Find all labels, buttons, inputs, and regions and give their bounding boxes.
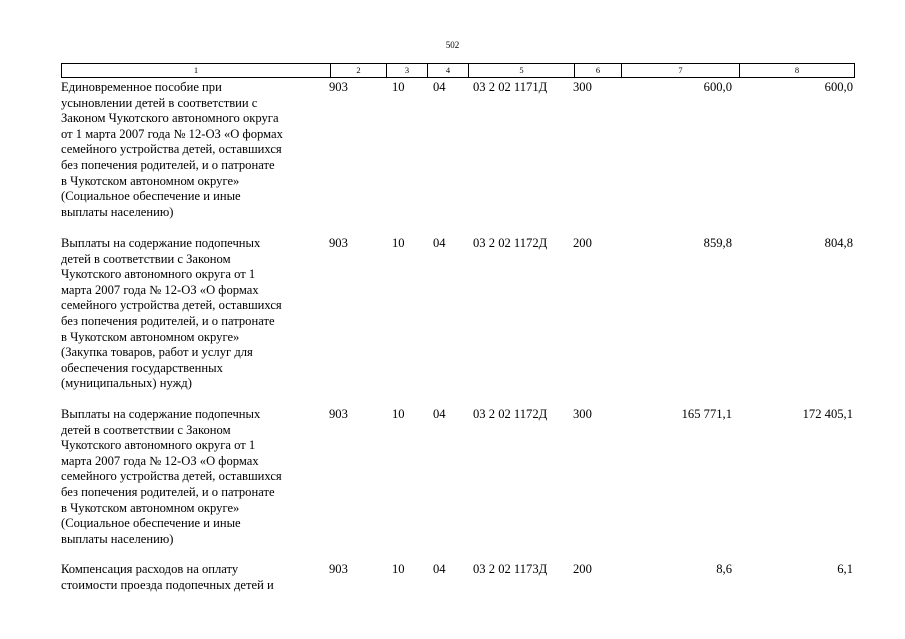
description-line: без попечения родителей, и о патронате (61, 157, 275, 172)
description-line: (Социальное обеспечение и иные (61, 189, 241, 204)
amount-year-1: 165 771,1 (681, 407, 732, 421)
description-line: (Социальное обеспечение и иные (61, 516, 241, 531)
description-line: без попечения родителей, и о патронате (61, 313, 275, 328)
header-col-5: 5 (469, 64, 575, 77)
header-col-2: 2 (331, 64, 387, 77)
table-header (61, 63, 855, 78)
header-col-1: 1 (62, 64, 331, 77)
subsection-code: 04 (433, 407, 446, 421)
description-line: Чукотского автономного округа от 1 (61, 438, 256, 453)
header-col-8: 8 (794, 65, 800, 75)
description-line: без попечения родителей, и о патронате (61, 484, 275, 499)
amount-year-1: 859,8 (703, 236, 732, 250)
section-code: 10 (392, 562, 405, 576)
ministry-code: 903 (329, 236, 348, 250)
row-description (61, 236, 329, 392)
row-description (61, 407, 329, 547)
target-article-code: 03 2 02 1172Д (473, 236, 548, 250)
expense-type-code: 200 (573, 236, 592, 250)
amount-year-1: 8,6 (716, 562, 732, 576)
description-line: обеспечения государственных (61, 360, 223, 375)
description-line: Единовременное пособие при (61, 80, 222, 94)
description-line: выплаты населению) (61, 204, 174, 219)
description-line: Выплаты на содержание подопечных (61, 407, 261, 421)
description-line: (муниципальных) нужд) (61, 376, 192, 391)
table-row (61, 80, 853, 220)
target-article-code: 03 2 02 1172Д (473, 407, 548, 421)
description-line: марта 2007 года № 12-ОЗ «О формах (61, 282, 259, 297)
subsection-code: 04 (433, 562, 446, 576)
expense-type-code: 300 (573, 407, 592, 421)
row-description (61, 80, 329, 220)
subsection-code: 04 (433, 236, 446, 250)
amount-year-2: 600,0 (824, 80, 853, 94)
description-line: Выплаты на содержание подопечных (61, 236, 261, 250)
amount-year-1: 600,0 (703, 80, 732, 94)
expense-type-code: 300 (573, 80, 592, 94)
ministry-code: 903 (329, 562, 348, 576)
row-description (61, 562, 329, 593)
description-line: выплаты населению) (61, 531, 174, 546)
section-code: 10 (392, 407, 405, 421)
header-col-3: 3 (387, 64, 428, 77)
description-line: марта 2007 года № 12-ОЗ «О формах (61, 453, 259, 468)
ministry-code: 903 (329, 407, 348, 421)
subsection-code: 04 (433, 80, 446, 94)
amount-year-2: 6,1 (837, 562, 853, 576)
description-line: стоимости проезда подопечных детей и (61, 577, 274, 592)
amount-year-2: 804,8 (824, 236, 853, 250)
description-line: от 1 марта 2007 года № 12-ОЗ «О формах (61, 126, 283, 141)
description-line: детей в соответствии с Законом (61, 251, 231, 266)
description-line: семейного устройства детей, оставшихся (61, 298, 282, 313)
page-number: 502 (445, 40, 460, 50)
description-line: Чукотского автономного округа от 1 (61, 267, 256, 282)
header-col-7: 7 (622, 64, 740, 77)
description-line: в Чукотском автономном округе» (61, 500, 240, 515)
section-code: 10 (392, 236, 405, 250)
description-line: Законом Чукотского автономного округа (61, 111, 279, 126)
table-row (61, 236, 853, 392)
table-row (61, 562, 853, 593)
target-article-code: 03 2 02 1173Д (473, 562, 548, 576)
description-line: в Чукотском автономном округе» (61, 329, 240, 344)
description-line: Компенсация расходов на оплату (61, 562, 239, 576)
description-line: семейного устройства детей, оставшихся (61, 469, 282, 484)
header-col-4: 4 (428, 64, 469, 77)
description-line: в Чукотском автономном округе» (61, 173, 240, 188)
description-line: семейного устройства детей, оставшихся (61, 142, 282, 157)
description-line: (Закупка товаров, работ и услуг для (61, 345, 253, 360)
amount-year-2: 172 405,1 (802, 407, 853, 421)
ministry-code: 903 (329, 80, 348, 94)
table-row (61, 407, 853, 547)
section-code: 10 (392, 80, 405, 94)
header-col-6: 6 (575, 64, 622, 77)
description-line: детей в соответствии с Законом (61, 422, 231, 437)
description-line: усыновлении детей в соответствии с (61, 95, 258, 110)
expense-type-code: 200 (573, 562, 592, 576)
target-article-code: 03 2 02 1171Д (473, 80, 548, 94)
